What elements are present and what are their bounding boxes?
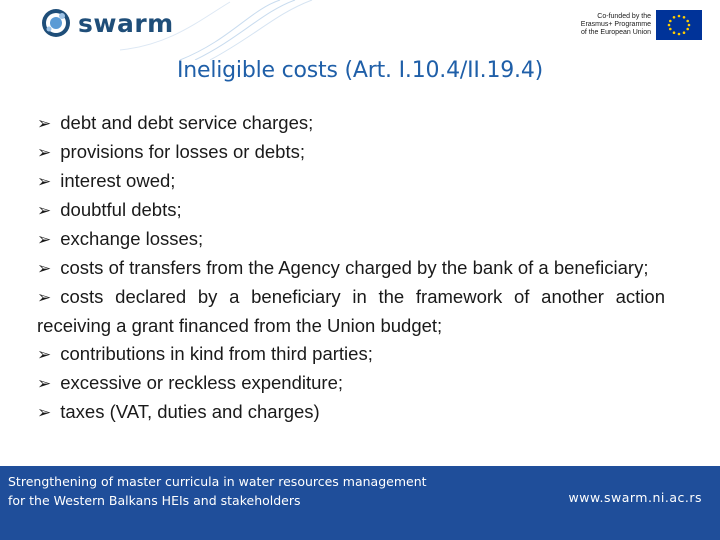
- list-item: [37, 369, 665, 398]
- footer-bar: [0, 466, 720, 540]
- swarm-logo: [40, 6, 174, 40]
- list-item-text: contributions in kind from third parties;: [60, 343, 373, 364]
- list-item-text: doubtful debts;: [60, 199, 182, 220]
- bullet-list: [37, 109, 665, 427]
- arrow-bullet-icon: ➢: [37, 201, 52, 221]
- footer-line: Strengthening of master curricula in water resources management: [8, 474, 427, 489]
- list-item: [37, 283, 665, 340]
- list-item-text: exchange losses;: [60, 228, 204, 249]
- list-item: [37, 398, 665, 427]
- eu-flag-icon: [656, 10, 702, 40]
- list-item: [37, 340, 665, 369]
- eu-badge-line: of the European Union: [580, 29, 651, 36]
- eu-badge-line: Erasmus+ Programme: [580, 21, 651, 28]
- list-item-text: taxes (VAT, duties and charges): [60, 401, 320, 422]
- eu-badge-line: Co-funded by the: [597, 13, 651, 20]
- list-item-text: costs of transfers from the Agency charged by the bank of a beneficiary;: [60, 257, 649, 278]
- list-item: [37, 254, 665, 283]
- eu-badge-text: [565, 13, 651, 37]
- list-item: [37, 196, 665, 225]
- footer-url-link[interactable]: www.swarm.ni.ac.rs: [568, 490, 702, 505]
- footer-project-name: [8, 472, 427, 510]
- list-item-text: costs declared by a beneficiary in the framework of another action receiving a grant financed from the Union budget;: [37, 286, 665, 336]
- arrow-bullet-icon: ➢: [37, 288, 52, 308]
- list-item-text: provisions for losses or debts;: [60, 141, 305, 162]
- list-item: [37, 138, 665, 167]
- arrow-bullet-icon: ➢: [37, 230, 52, 250]
- list-item-text: debt and debt service charges;: [60, 112, 314, 133]
- list-item-text: excessive or reckless expenditure;: [60, 372, 344, 393]
- arrow-bullet-icon: ➢: [37, 259, 52, 279]
- arrow-bullet-icon: ➢: [37, 143, 52, 163]
- list-item: [37, 225, 665, 254]
- slide-title: Ineligible costs (Art. I.10.4/II.19.4): [176, 58, 544, 83]
- list-item-text: interest owed;: [60, 170, 176, 191]
- arrow-bullet-icon: ➢: [37, 172, 52, 192]
- list-item: [37, 167, 665, 196]
- swarm-logo-icon: [40, 7, 72, 39]
- footer-line: for the Western Balkans HEIs and stakeholders: [8, 493, 301, 508]
- arrow-bullet-icon: ➢: [37, 114, 52, 134]
- arrow-bullet-icon: ➢: [37, 374, 52, 394]
- arrow-bullet-icon: ➢: [37, 345, 52, 365]
- logo-text: swarm: [78, 8, 174, 38]
- eu-cofunded-badge: [565, 10, 715, 40]
- arrow-bullet-icon: ➢: [37, 403, 52, 423]
- list-item: [37, 109, 665, 138]
